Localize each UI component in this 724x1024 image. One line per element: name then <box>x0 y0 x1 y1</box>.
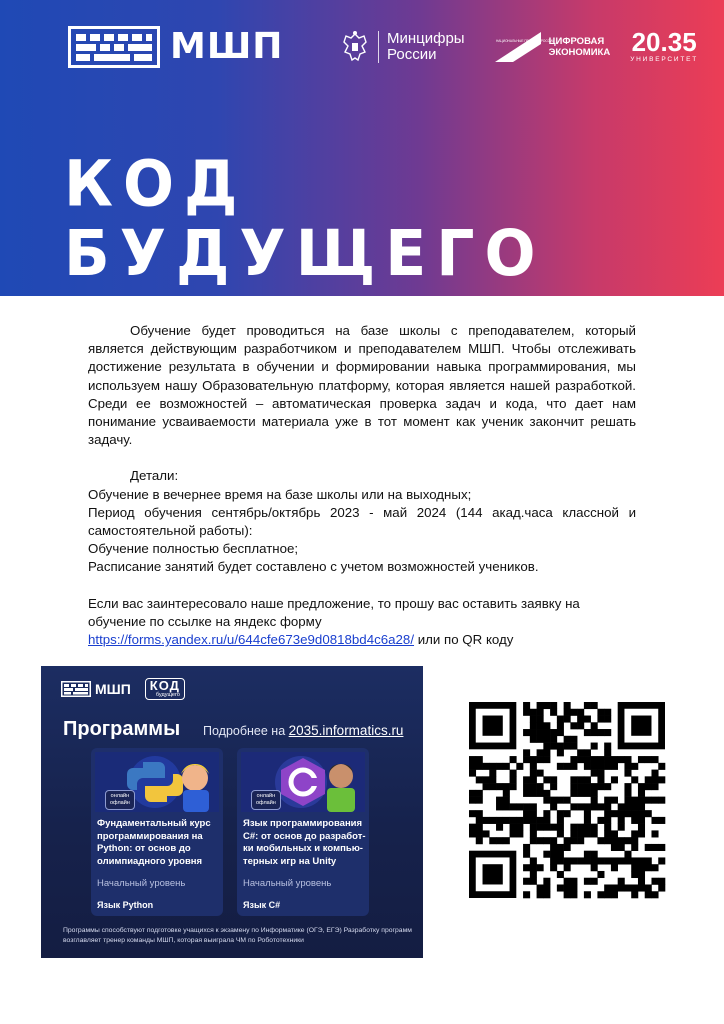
promo-kod-logo <box>145 678 185 700</box>
qr-code-icon[interactable] <box>469 702 665 898</box>
programs-more-label: Подробнее на <box>203 724 289 738</box>
format-badge-line1: онлайн <box>110 793 130 799</box>
promo-kod-subtext: будущего <box>155 692 180 698</box>
course-card-csharp <box>237 748 369 916</box>
header-banner <box>0 0 724 296</box>
course-level: Начальный уровень <box>97 878 186 889</box>
yandex-form-link[interactable]: https://forms.yandex.ru/u/644cfe673e9d0818bd4c6a28/ <box>88 632 415 648</box>
course-image-python <box>95 752 219 812</box>
digital-economy-text <box>549 36 611 58</box>
course-title: Язык программирования C#: от основ до разработ-ки мобильных и компью-терных игр на Unity <box>243 818 366 867</box>
programs-heading: Программы <box>63 718 181 740</box>
cta-paragraph <box>88 595 636 650</box>
programs-promo-card <box>41 666 423 958</box>
programs-more <box>203 723 403 738</box>
ministry-name-line2: России <box>387 46 437 63</box>
details-item: Обучение полностью бесплатное; <box>88 541 299 557</box>
details-item: Период обучения сентябрь/октябрь 2023 - май 2024 (144 акад.часа классной и самостоятельной работы): <box>88 504 636 539</box>
page-title-line2: БУДУЩЕГО <box>64 217 546 291</box>
format-badge <box>251 790 281 810</box>
ministry-name-line1: Минцифры <box>387 30 465 47</box>
digital-economy-logo <box>493 30 611 64</box>
partner-logos <box>340 26 699 68</box>
format-badge-line2: офлайн <box>110 800 130 806</box>
details-item: Расписание занятий будет составлено с учетом возможностей учеников. <box>88 559 539 575</box>
university-2035-number: 20.35 <box>631 27 697 57</box>
intro-paragraph: Обучение будет проводиться на базе школы с преподавателем, который является действующим разработчиком и преподавателем МШП. Чтобы отслеживать достижение результата в обучении и формировании навыка программирования, мы используем нашу Образовательную платформу, которая является нашей разработкой. Среди ее возможностей – автоматическая проверка задач и кода, что дает нам понимание усваиваемости материала уже в тот момент как ученик закончит решать задачу. <box>88 323 636 448</box>
promo-mshp-text: МШП <box>95 681 131 697</box>
course-level: Начальный уровень <box>243 878 332 889</box>
programs-footnote: Программы способствуют подготовке учащихся к экзамену по Информатике (ОГЭ, ЕГЭ) Разработку программ возглавляет тренер команды МШП, которая выиграла ЧМ по Робототехники <box>63 927 412 944</box>
ministry-name <box>378 31 465 63</box>
course-language: Язык Python <box>97 900 154 910</box>
course-language: Язык C# <box>243 900 281 910</box>
format-badge-line1: онлайн <box>256 793 276 799</box>
mshp-logo <box>68 26 283 68</box>
mshp-logo-icon <box>68 26 160 68</box>
mshp-logo-icon <box>61 681 91 697</box>
page-title-line1: КОД <box>64 147 248 222</box>
course-image-csharp <box>241 752 365 812</box>
university-2035-label: УНИВЕРСИТЕТ <box>630 56 699 63</box>
format-badge-line2: офлайн <box>256 800 276 806</box>
course-card-python <box>91 748 223 916</box>
body-text <box>88 322 636 649</box>
page-title <box>64 147 546 291</box>
details-heading: Детали: <box>130 468 179 484</box>
university-2035-logo <box>630 29 698 65</box>
course-title: Фундаментальный курс программирования на Python: от основ до олимпиадного уровня <box>97 818 211 867</box>
promo-kod-text: КОД <box>149 678 180 693</box>
format-badge <box>105 790 135 810</box>
mshp-logo-text: МШП <box>170 26 284 67</box>
details-item: Обучение в вечернее время на базе школы или на выходных; <box>88 486 472 502</box>
programs-more-link[interactable]: 2035.informatics.ru <box>288 723 404 738</box>
digital-economy-line1: ЦИФРОВАЯ <box>548 36 605 47</box>
digital-economy-arrow-icon <box>493 30 555 64</box>
digital-economy-line2: ЭКОНОМИКА <box>548 47 611 58</box>
russia-emblem-icon <box>340 30 370 64</box>
cta-text: Если вас заинтересовало наше предложение, то прошу вас оставить заявку на обучение по ссылке на яндекс форму <box>88 595 580 629</box>
national-projects-small-text: НАЦИОНАЛЬНЫЕ ПРОЕКТЫ РОССИИ <box>495 39 555 43</box>
cta-suffix: или по QR коду <box>414 632 514 648</box>
promo-logos <box>61 678 185 700</box>
